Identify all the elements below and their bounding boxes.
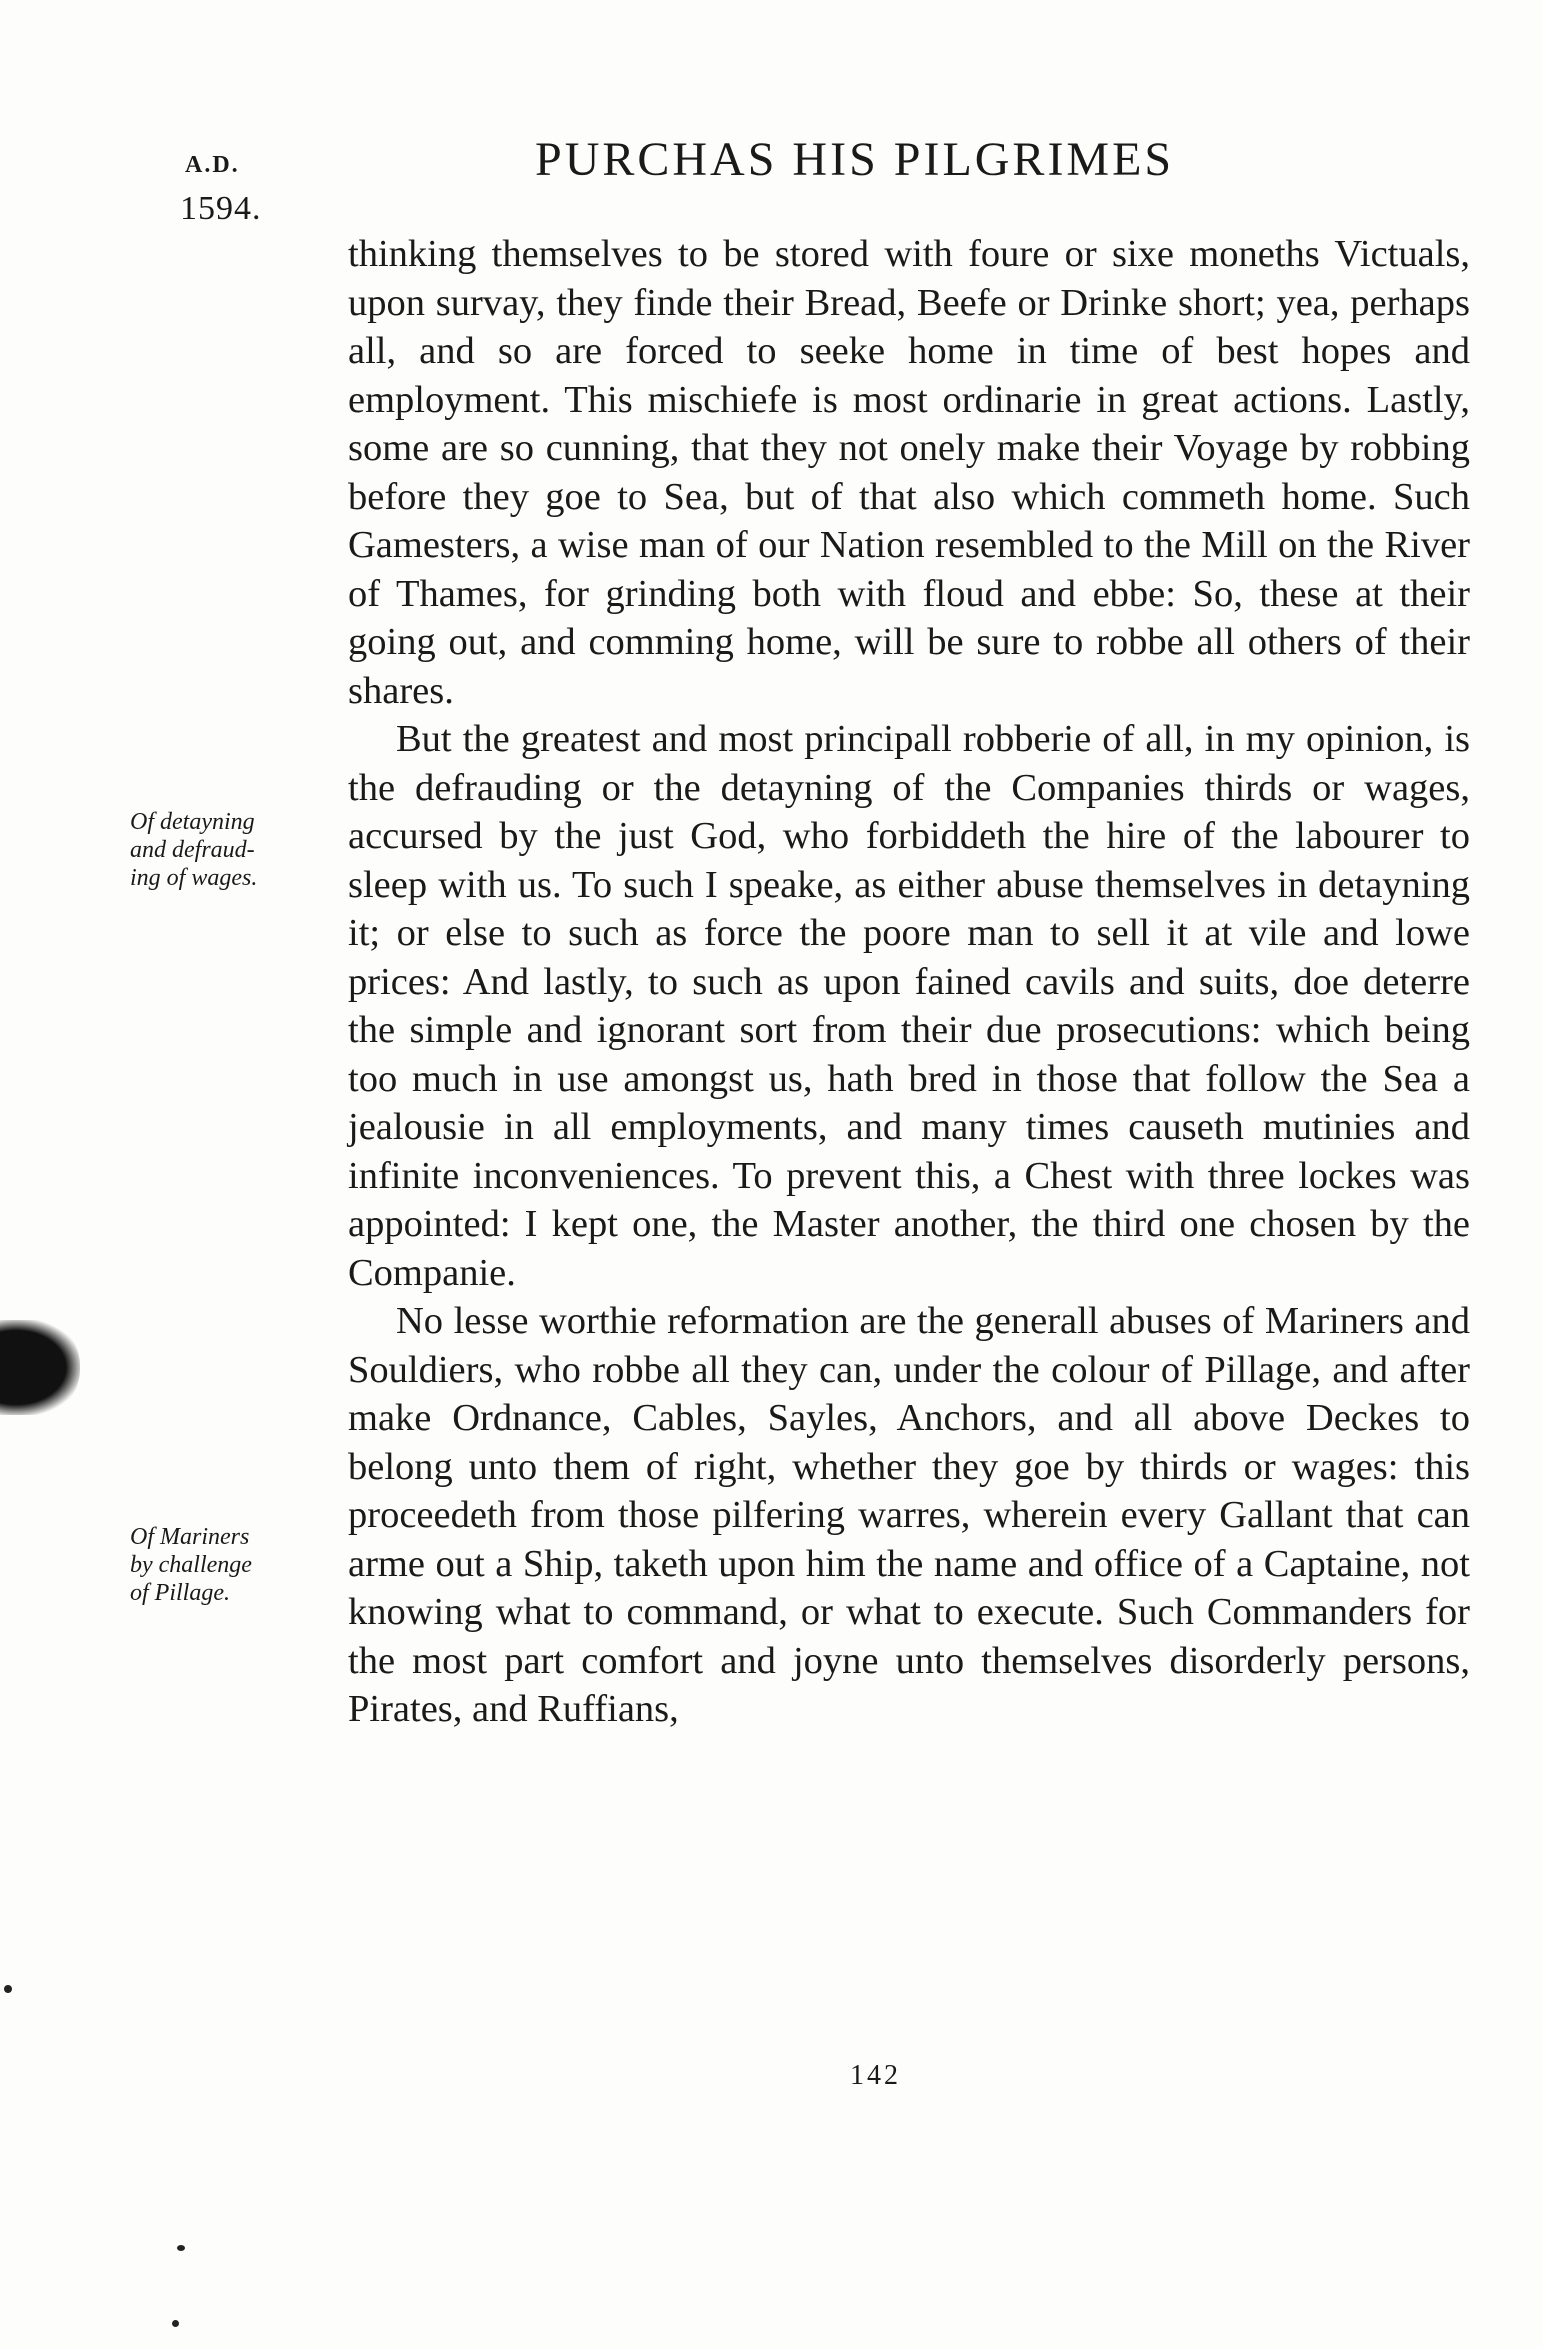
margin-note-mariners-pillage (130, 1523, 330, 1607)
header-year: 1594. (180, 190, 262, 227)
body-text (348, 230, 1470, 1734)
page-number: 142 (850, 2060, 901, 2091)
scanner-thumb-shadow (0, 1320, 80, 1415)
paragraph-pillage: No lesse worthie reformation are the generall abuses of Mariners and Souldiers, who robbe all they can, under the colour of Pillage, and after make Ordnance, Cables, Sayles, Anchors, and all above Deckes to belong unto them of right, whether they goe by thirds or wages: this proceedeth from those pilfering warres, wherein every Gallant that can arme out a Ship, taketh upon him the name and office of a Captaine, not knowing what to command, or what to execute. Such Commanders for the most part comfort and joyne unto themselves disorderly persons, Pirates, and Ruffians, (348, 1300, 1470, 1730)
scan-speck (172, 2320, 179, 2327)
margin-note-line: Of Mariners (130, 1524, 250, 1550)
paragraph-wages: But the greatest and most principall robberie of all, in my opinion, is the defrauding or the detayning of the Companies thirds or wages, accursed by the just God, who forbiddeth the hire of the labourer to sleep with us. To such I speake, as either abuse themselves in detayning it; or else to such as force the poore man to sell it at vile and lowe prices: And lastly, to such as upon fained cavils and suits, doe deterre the simple and ignorant sort from their due prosecutions: which being too much in use amongst us, hath bred in those that follow the Sea a jealousie in all employments, and many times causeth mutinies and infinite inconveniences. To prevent this, a Chest with three lockes was appointed: I kept one, the Master another, the third one chosen by the Companie. (348, 718, 1470, 1294)
margin-note-line: and defraud- (130, 837, 255, 863)
margin-note-line: by challenge (130, 1552, 252, 1578)
running-head-title: PURCHAS HIS PILGRIMES (535, 133, 1175, 186)
scan-speck (4, 1985, 12, 1993)
margin-note-line: ing of wages. (130, 865, 258, 891)
scan-speck (177, 2245, 185, 2251)
margin-note-detayning-wages (130, 808, 330, 892)
header-ad-label: A.D. (185, 152, 240, 178)
paragraph-victuals: thinking themselves to be stored with foure or sixe moneths Victuals, upon survay, they finde their Bread, Beefe or Drinke short; yea, perhaps all, and so are forced to seeke home in time of best hopes and employment. This mischiefe is most ordinarie in great actions. Lastly, some are so cunning, that they not onely make their Voyage by robbing before they goe to Sea, but of that also which commeth home. Such Gamesters, a wise man of our Nation resembled to the Mill on the River of Thames, for grinding both with floud and ebbe: So, these at their going out, and comming home, will be sure to robbe all others of their shares. (348, 233, 1470, 712)
margin-note-line: of Pillage. (130, 1580, 230, 1606)
margin-note-line: Of detayning (130, 809, 255, 835)
